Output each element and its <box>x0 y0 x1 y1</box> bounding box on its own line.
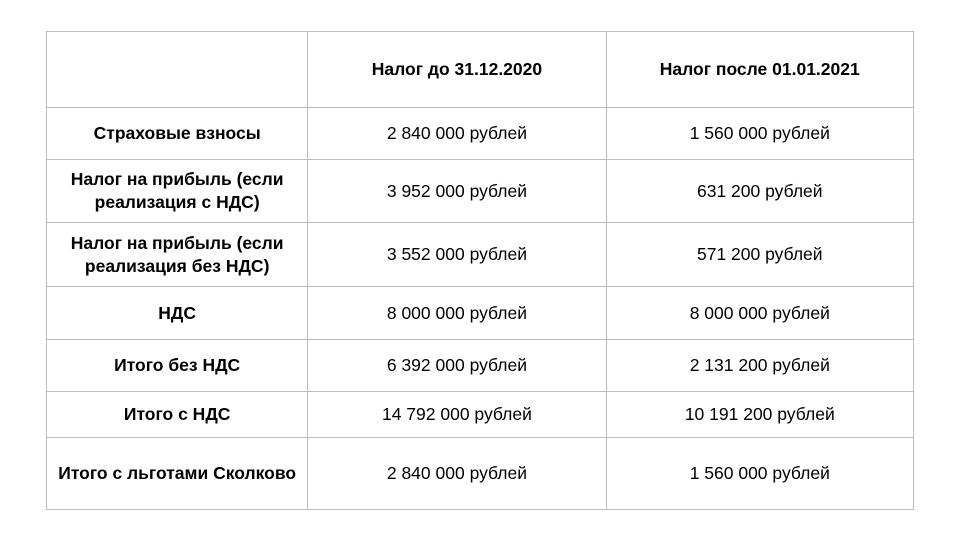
table-row <box>47 108 914 160</box>
row-label: Итого с НДС <box>47 392 308 438</box>
tax-comparison-table <box>46 31 914 510</box>
header-tax-before: Налог до 31.12.2020 <box>308 32 606 108</box>
row-label: Страховые взносы <box>47 108 308 160</box>
table-row <box>47 438 914 510</box>
value-after: 1 560 000 рублей <box>606 438 913 510</box>
row-label: Итого без НДС <box>47 340 308 392</box>
header-empty-cell <box>47 32 308 108</box>
value-after: 631 200 рублей <box>606 160 913 223</box>
value-before: 3 552 000 рублей <box>308 223 606 287</box>
value-before: 2 840 000 рублей <box>308 108 606 160</box>
row-label: Налог на прибыль (если реализация без НДС) <box>47 223 308 287</box>
table-header-row <box>47 32 914 108</box>
value-after: 1 560 000 рублей <box>606 108 913 160</box>
header-tax-after: Налог после 01.01.2021 <box>606 32 913 108</box>
value-before: 3 952 000 рублей <box>308 160 606 223</box>
table-row <box>47 340 914 392</box>
value-before: 8 000 000 рублей <box>308 287 606 340</box>
value-after: 8 000 000 рублей <box>606 287 913 340</box>
table-row <box>47 287 914 340</box>
table-row <box>47 160 914 223</box>
table-row <box>47 392 914 438</box>
row-label: НДС <box>47 287 308 340</box>
table-row <box>47 223 914 287</box>
value-before: 6 392 000 рублей <box>308 340 606 392</box>
row-label: Итого с льготами Сколково <box>47 438 308 510</box>
value-before: 2 840 000 рублей <box>308 438 606 510</box>
row-label: Налог на прибыль (если реализация с НДС) <box>47 160 308 223</box>
value-after: 571 200 рублей <box>606 223 913 287</box>
value-before: 14 792 000 рублей <box>308 392 606 438</box>
value-after: 2 131 200 рублей <box>606 340 913 392</box>
value-after: 10 191 200 рублей <box>606 392 913 438</box>
